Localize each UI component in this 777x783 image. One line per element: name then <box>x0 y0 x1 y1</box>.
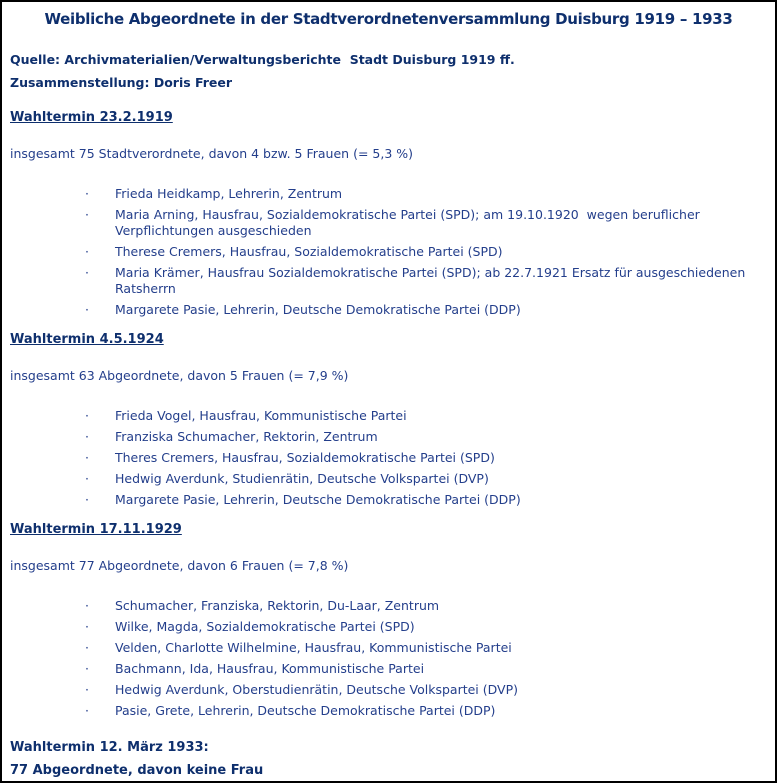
member-text: Margarete Pasie, Lehrerin, Deutsche Demokratische Partei (DDP) <box>115 492 521 507</box>
list-item <box>10 661 767 677</box>
member-text: Pasie, Grete, Lehrerin, Deutsche Demokratische Partei (DDP) <box>115 703 496 718</box>
member-text: Margarete Pasie, Lehrerin, Deutsche Demokratische Partei (DDP) <box>115 302 521 317</box>
section-wahltermin-1924 <box>10 331 767 508</box>
member-list <box>10 408 767 508</box>
bullet-marker: · <box>85 703 89 718</box>
bullet-marker: · <box>85 244 89 259</box>
list-item <box>10 640 767 656</box>
member-list <box>10 186 767 318</box>
list-item <box>10 429 767 445</box>
bullet-marker: · <box>85 429 89 444</box>
bullet-marker: · <box>85 598 89 613</box>
list-item <box>10 244 767 260</box>
list-item <box>10 450 767 466</box>
bullet-marker: · <box>85 661 89 676</box>
member-text: Velden, Charlotte Wilhelmine, Hausfrau, Kommunistische Partei <box>115 640 512 655</box>
page-title: Weibliche Abgeordnete in der Stadtverordnetenversammlung Duisburg 1919 – 1933 <box>44 10 733 28</box>
section-heading: Wahltermin 23.2.1919 <box>10 110 173 125</box>
bullet-marker: · <box>85 471 89 486</box>
list-item <box>10 207 767 239</box>
bullet-marker: · <box>85 619 89 634</box>
list-item <box>10 302 767 318</box>
list-item <box>10 408 767 424</box>
list-item <box>10 492 767 508</box>
bullet-marker: · <box>85 408 89 423</box>
member-text: Frieda Heidkamp, Lehrerin, Zentrum <box>115 186 343 201</box>
footer-heading: Wahltermin 12. März 1933: <box>10 740 209 755</box>
member-text: Wilke, Magda, Sozialdemokratische Partei (SPD) <box>115 619 415 634</box>
list-item <box>10 598 767 614</box>
list-item <box>10 619 767 635</box>
member-text: Franziska Schumacher, Rektorin, Zentrum <box>115 429 378 444</box>
member-text: Maria Krämer, Hausfrau Sozialdemokratische Partei (SPD); ab 22.7.1921 Ersatz für ausgeschiedenen Ratsherrn <box>115 265 750 296</box>
section-wahltermin-1929 <box>10 521 767 719</box>
bullet-marker: · <box>85 186 89 201</box>
section-wahltermin-1919 <box>10 109 767 318</box>
bullet-marker: · <box>85 682 89 697</box>
member-text: Hedwig Averdunk, Studienrätin, Deutsche Volkspartei (DVP) <box>115 471 489 486</box>
list-item <box>10 265 767 297</box>
list-item <box>10 471 767 487</box>
source-line: Quelle: Archivmaterialien/Verwaltungsberichte Stadt Duisburg 1919 ff. <box>10 52 515 67</box>
bullet-marker: · <box>85 207 89 222</box>
member-text: Frieda Vogel, Hausfrau, Kommunistische Partei <box>115 408 407 423</box>
member-text: Hedwig Averdunk, Oberstudienrätin, Deutsche Volkspartei (DVP) <box>115 682 519 697</box>
section-heading: Wahltermin 4.5.1924 <box>10 332 164 347</box>
member-text: Therese Cremers, Hausfrau, Sozialdemokratische Partei (SPD) <box>115 244 503 259</box>
section-summary: insgesamt 75 Stadtverordnete, davon 4 bzw. 5 Frauen (= 5,3 %) <box>10 146 413 161</box>
bullet-marker: · <box>85 450 89 465</box>
list-item <box>10 703 767 719</box>
list-item <box>10 186 767 202</box>
member-text: Theres Cremers, Hausfrau, Sozialdemokratische Partei (SPD) <box>115 450 495 465</box>
member-text: Bachmann, Ida, Hausfrau, Kommunistische Partei <box>115 661 425 676</box>
list-item <box>10 682 767 698</box>
section-summary: insgesamt 63 Abgeordnete, davon 5 Frauen (= 7,9 %) <box>10 368 349 383</box>
compiler-line: Zusammenstellung: Doris Freer <box>10 75 233 90</box>
bullet-marker: · <box>85 302 89 317</box>
section-heading: Wahltermin 17.11.1929 <box>10 522 182 537</box>
footer-summary: 77 Abgeordnete, davon keine Frau <box>10 763 264 778</box>
member-text: Schumacher, Franziska, Rektorin, Du-Laar, Zentrum <box>115 598 440 613</box>
bullet-marker: · <box>85 492 89 507</box>
member-text: Maria Arning, Hausfrau, Sozialdemokratische Partei (SPD); am 19.10.1920 wegen beruflicher Verpflichtungen ausgeschieden <box>115 207 704 238</box>
section-summary: insgesamt 77 Abgeordnete, davon 6 Frauen (= 7,8 %) <box>10 558 349 573</box>
bullet-marker: · <box>85 265 89 280</box>
bullet-marker: · <box>85 640 89 655</box>
member-list <box>10 598 767 719</box>
